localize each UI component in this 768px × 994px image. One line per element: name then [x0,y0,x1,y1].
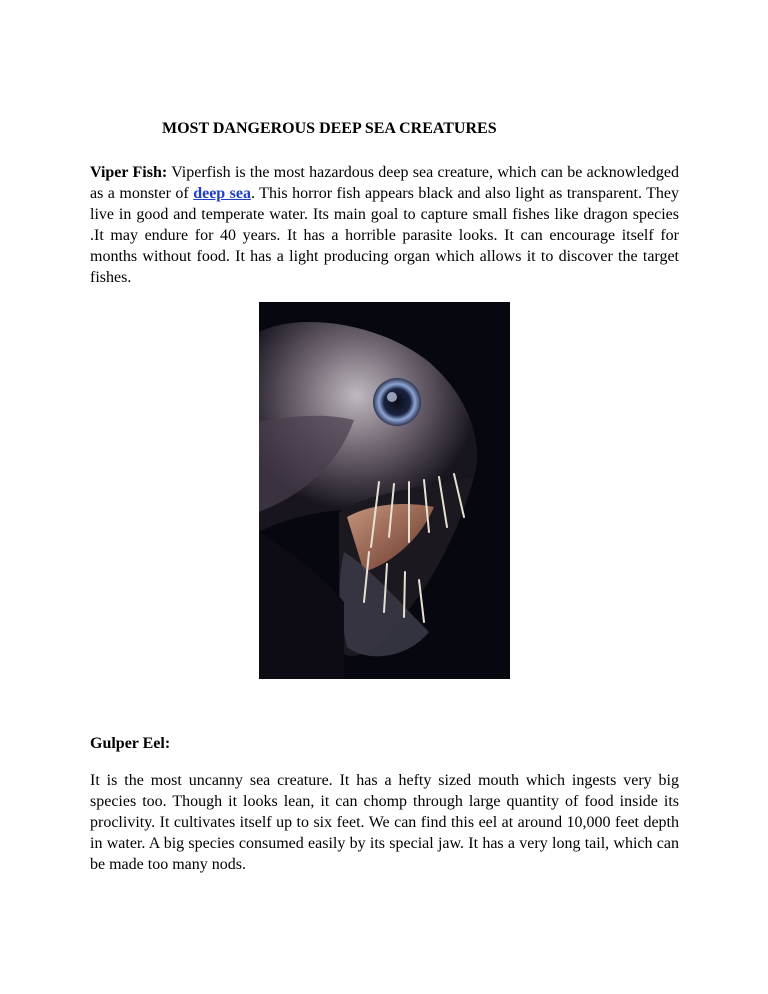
gulper-eel-heading: Gulper Eel: [90,735,171,752]
viper-fish-photo [259,302,510,679]
viper-fish-text-2: . This horror fish appears black and also light as transparent. They live in good and temperate water. Its main goal to capture small fishes like dragon species .It may endure for 40 years. It has a horrible parasite looks. It can encourage itself for months without food. It has a light producing organ which allows it to discover the target fishes. [90,185,679,286]
gulper-eel-paragraph: It is the most uncanny sea creature. It has a hefty sized mouth which ingests very big species too. Though it looks lean, it can chomp through large quantity of food inside its proclivity. It cultivates itself up to six feet. We can find this eel at around 10,000 feet depth in water. A big species consumed easily by its special jaw. It has a very long tail, which can be made too many nods. [90,772,679,873]
deep-sea-link[interactable]: deep sea [193,185,251,202]
viper-fish-text-1: Viperfish is the most hazardous deep sea creature, which can be acknowledged as a monster of [90,164,680,202]
viper-fish-heading: Viper Fish: [90,164,168,181]
page-title: MOST DANGEROUS DEEP SEA CREATURES [162,120,497,137]
viper-fish-paragraph [90,162,679,288]
